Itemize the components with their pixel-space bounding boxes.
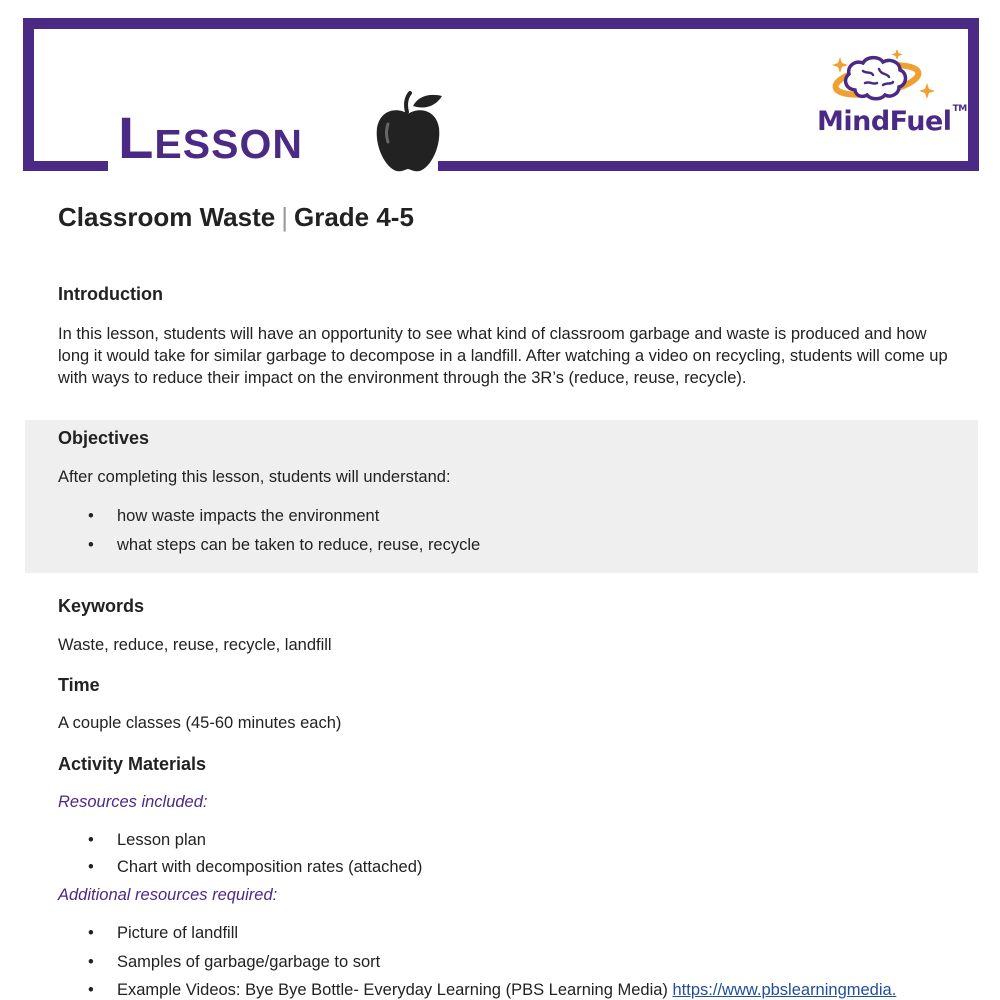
title-separator: |	[281, 202, 288, 232]
bullet-icon: •	[88, 507, 94, 525]
bullet-icon: •	[88, 924, 94, 942]
introduction-text: In this lesson, students will have an opportunity to see what kind of classroom garbage and waste is produced and how long it would take for similar garbage to decompose in a landfill. After watching a video on recycling, students will come up with ways to reduce their impact on the environment through the 3R’s (reduce, reuse, recycle).	[58, 325, 948, 387]
document-title	[58, 202, 414, 233]
mindfuel-wordmark	[817, 106, 967, 137]
time-heading: Time	[58, 675, 100, 695]
keywords-text: Waste, reduce, reuse, recycle, landfill	[58, 636, 332, 654]
objectives-lead: After completing this lesson, students will understand:	[58, 468, 451, 486]
apple-icon	[372, 90, 444, 174]
list-item	[88, 924, 238, 943]
bullet-icon: •	[88, 858, 94, 876]
materials-heading: Activity Materials	[58, 754, 207, 774]
list-item	[88, 536, 480, 555]
list-item	[88, 507, 379, 526]
title-grade: Grade 4-5	[293, 202, 414, 232]
keywords-heading: Keywords	[58, 596, 145, 616]
required-item: Samples of garbage/garbage to sort	[117, 953, 381, 971]
objective-item: how waste impacts the environment	[117, 507, 380, 525]
header-frame-bottom-left	[23, 161, 108, 171]
video-item-text: Example Videos: Bye Bye Bottle- Everyday Learning (PBS Learning Media)	[117, 981, 668, 999]
header-frame-top	[23, 18, 979, 29]
video-link[interactable]: https://www.pbslearningmedia.	[672, 981, 897, 999]
objectives-heading: Objectives	[58, 428, 150, 448]
included-item: Lesson plan	[117, 831, 206, 849]
objective-item: what steps can be taken to reduce, reuse, recycle	[117, 536, 481, 554]
logo-trademark: TM	[952, 104, 967, 114]
lesson-heading: Lesson	[118, 106, 303, 171]
list-item	[88, 981, 896, 1000]
time-text: A couple classes (45-60 minutes each)	[58, 714, 342, 732]
additional-resources-label: Additional resources required:	[58, 886, 278, 904]
bullet-icon: •	[88, 981, 94, 999]
list-item	[88, 953, 380, 972]
list-item	[88, 831, 206, 850]
bullet-icon: •	[88, 953, 94, 971]
logo-text: MindFuel	[817, 106, 952, 137]
bullet-icon: •	[88, 831, 94, 849]
included-item: Chart with decomposition rates (attached)	[117, 858, 423, 876]
list-item	[88, 858, 422, 877]
header-frame-right	[968, 18, 979, 171]
required-item: Picture of landfill	[117, 924, 239, 942]
introduction-heading: Introduction	[58, 284, 163, 304]
title-main: Classroom Waste	[58, 202, 276, 232]
resources-included-label: Resources included:	[58, 793, 208, 811]
header-frame-left	[23, 18, 34, 171]
bullet-icon: •	[88, 536, 94, 554]
header-frame-bottom-right	[438, 161, 979, 171]
